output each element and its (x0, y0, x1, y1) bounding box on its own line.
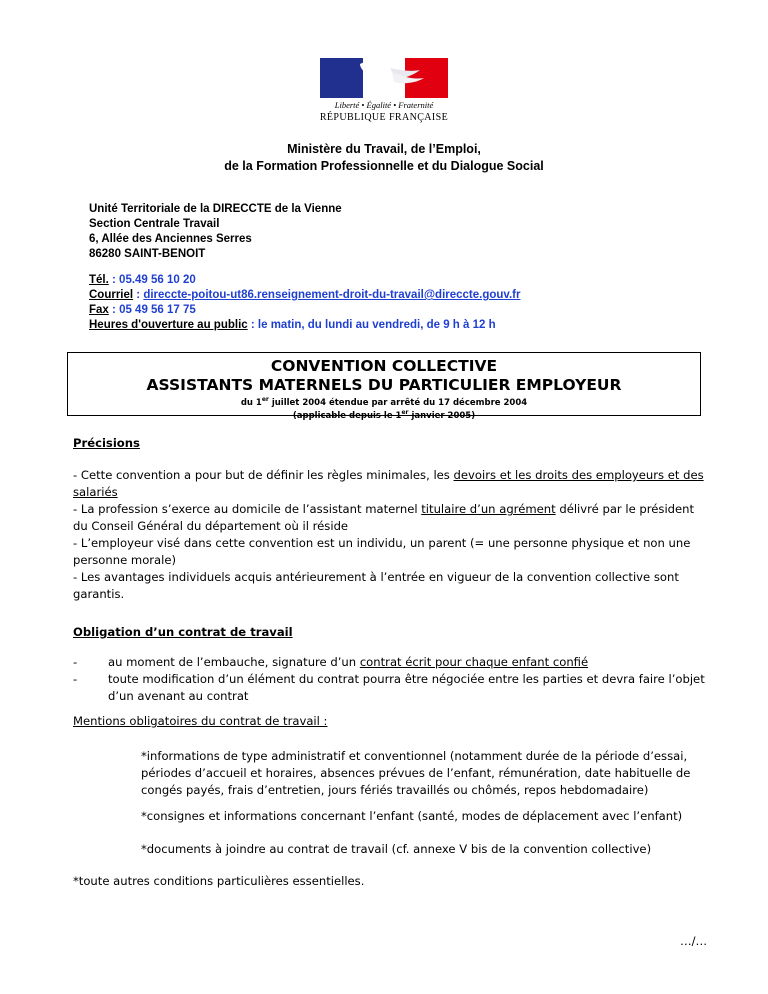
email-link[interactable]: direccte-poitou-ut86.renseignement-droit-du-travail@direccte.gouv.fr (143, 289, 521, 301)
title-line-2: ASSISTANTS MATERNELS DU PARTICULIER EMPLOYEUR (146, 376, 622, 394)
address-line-4: 86280 SAINT-BENOIT (89, 248, 206, 260)
tel-separator: : (108, 274, 120, 286)
obligation-item-1: au moment de l’embauche, signature d’un contrat écrit pour chaque enfant confié (108, 655, 589, 669)
ministry-line-1: Ministère du Travail, de l’Emploi, (287, 142, 481, 156)
title-line-1: CONVENTION COLLECTIVE (270, 357, 498, 375)
contact-email (89, 288, 520, 303)
marianne-flag-icon (320, 58, 448, 98)
obligation-dash-2: - (73, 672, 78, 686)
address-line-3: 6, Allée des Anciennes Serres (89, 233, 252, 245)
precisions-heading: Précisions (73, 436, 140, 450)
mention-item-3: *documents à joindre au contrat de travail (cf. annexe V bis de la convention collective) (141, 842, 652, 856)
logo-motto: Liberté • Égalité • Fraternité (334, 100, 434, 110)
mention-item-2: *consignes et informations concernant l’enfant (santé, modes de déplacement avec l’enfant) (141, 809, 683, 823)
mention-item-4: *toute autres conditions particulières essentielles. (73, 874, 365, 888)
mentions-heading: Mentions obligatoires du contrat de travail : (73, 714, 328, 728)
tel-label: Tél. (89, 274, 109, 286)
fax-separator: : (108, 304, 120, 316)
mention-item-1: *informations de type administratif et conventionnel (notamment durée de la période d’essai, périodes d’accueil et horaires, absences prévues de l’enfant, rémunération, date habituelle de congés payés, frais d’entretien, jours fériés travaillés ou chômés, repos hebdomadaire) (141, 749, 691, 797)
email-label: Courriel (89, 289, 134, 301)
page-continuation: …/… (680, 934, 708, 948)
email-separator: : (133, 289, 144, 301)
address-line-1: Unité Territoriale de la DIRECCTE de la Vienne (89, 203, 342, 215)
tel-value[interactable]: 05.49 56 10 20 (119, 274, 196, 286)
ministry-line-2: de la Formation Professionnelle et du Dialogue Social (224, 159, 544, 173)
title-subtitle-1: du 1er juillet 2004 étendue par arrêté du 17 décembre 2004 (240, 396, 528, 408)
contact-fax (89, 303, 520, 318)
fax-value: 05 49 56 17 75 (119, 304, 196, 316)
republique-francaise-logo (318, 58, 450, 150)
logo-country-name: RÉPUBLIQUE FRANÇAISE (319, 112, 449, 123)
obligation-item-2: toute modification d’un élément du contrat pourra être négociée entre les parties et devra faire l’objet d’un avenant au contrat (108, 672, 705, 703)
obligation-dash-1: - (73, 655, 78, 669)
address-line-2: Section Centrale Travail (89, 218, 220, 230)
precision-item-2: - La profession s’exerce au domicile de l’assistant maternel titulaire d’un agrément délivré par le président du Conseil Général du département où il réside (73, 502, 695, 533)
document-title-box (67, 352, 701, 422)
precision-item-1: - Cette convention a pour but de définir les règles minimales, les devoirs et les droits des employeurs et des salariés (73, 468, 704, 499)
title-subtitle-2: (applicable depuis le 1er janvier 2005) (292, 409, 476, 422)
contact-tel (89, 273, 520, 288)
hours-label: Heures d'ouverture au public (89, 319, 248, 331)
precisions-body (73, 467, 705, 603)
fax-label: Fax (89, 304, 109, 316)
precision-item-4: - Les avantages individuels acquis antérieurement à l’entrée en vigueur de la convention collective sont garantis. (73, 570, 679, 601)
hours-value: le matin, du lundi au vendredi, de 9 h à 12 h (257, 319, 496, 331)
ministry-name (0, 141, 768, 175)
contact-block (89, 273, 520, 333)
contact-hours (89, 318, 520, 333)
precision-item-3: - L’employeur visé dans cette convention est un individu, un parent (= une personne physique et non une personne morale) (73, 536, 691, 567)
hours-separator: : (247, 319, 258, 331)
address-block (89, 202, 342, 262)
obligation-heading: Obligation d’un contrat de travail (73, 625, 293, 639)
